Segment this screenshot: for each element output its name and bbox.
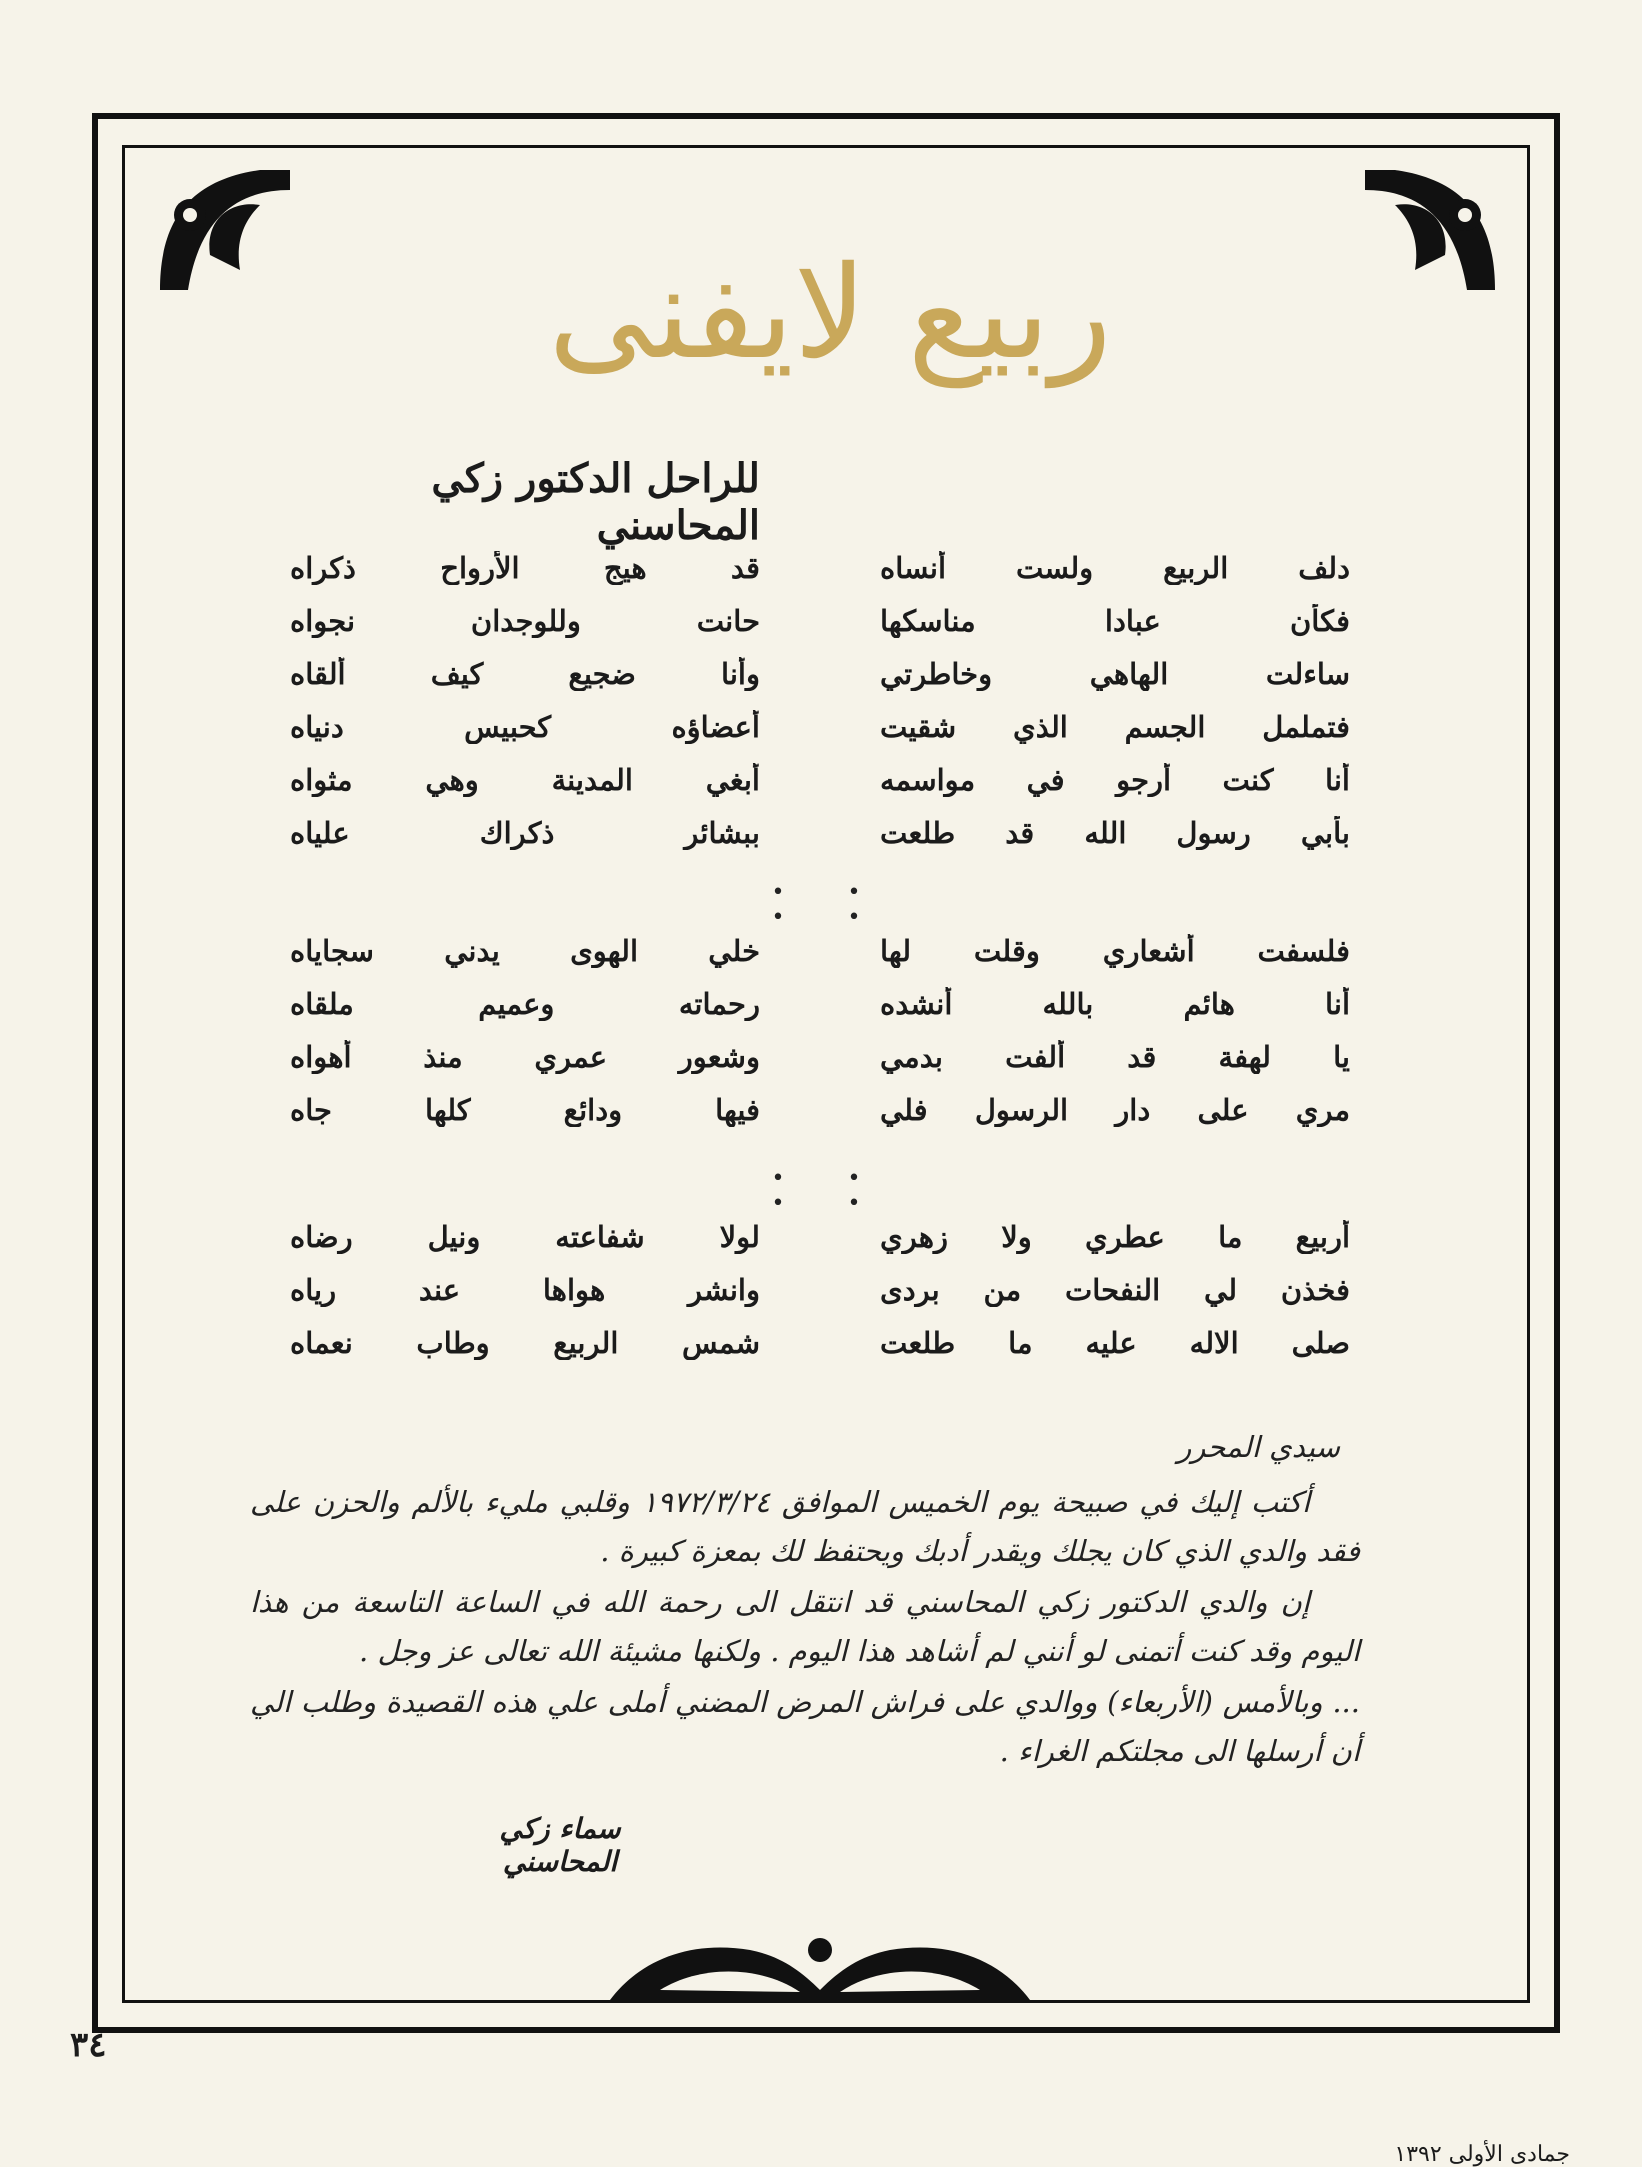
verse: [290, 1210, 1350, 1263]
corner-ornament-top-left-icon: [150, 160, 300, 300]
verse-second-hemistich: رحماته وعميم ملقاه: [290, 986, 760, 1021]
letter-signature: سماء زكي المحاسني: [499, 1812, 621, 1878]
verse-second-hemistich: أبغي المدينة وهي مثواه: [290, 762, 760, 797]
verse-first-hemistich: يا لهفة قد ألفت بدمي: [880, 1039, 1350, 1074]
verse-first-hemistich: بأبي رسول الله قد طلعت: [880, 815, 1350, 850]
verse-second-hemistich: شمس الربيع وطاب نعماه: [290, 1325, 760, 1360]
letter-to-editor: [250, 1430, 1360, 1778]
verse: [290, 541, 1350, 594]
verse-second-hemistich: وشعور عمري منذ أهواه: [290, 1039, 760, 1074]
verse-second-hemistich: فيها ودائع كلها جاه: [290, 1092, 760, 1127]
verse: [290, 1083, 1350, 1136]
letter-salutation: سيدي المحرر: [1177, 1430, 1340, 1464]
stanza-2: [290, 924, 1350, 1136]
corner-ornament-top-right-icon: [1355, 160, 1505, 300]
verse-first-hemistich: ساءلت الهاهي وخاطرتي: [880, 656, 1350, 691]
verse-first-hemistich: مري على دار الرسول فلي: [880, 1092, 1350, 1127]
verse-first-hemistich: دلف الربيع ولست أنساه: [880, 550, 1350, 585]
verse-first-hemistich: أنا كنت أرجو في مواسمه: [880, 762, 1350, 797]
stanza-1: [290, 541, 1350, 859]
verse-second-hemistich: ببشائر ذكراك علياه: [290, 815, 760, 850]
verse: [290, 700, 1350, 753]
verse-second-hemistich: قد هيج الأرواح ذكراه: [290, 550, 760, 585]
issue-footer: جمادى الأولى ١٣٩٢: [1394, 2142, 1570, 2167]
verse: [290, 924, 1350, 977]
letter-paragraph: أكتب إليك في صبيحة يوم الخميس الموافق ١٩٧٢/٣/٢٤ وقلبي مليء بالألم والحزن على فقد والدي الذي كان يجلك ويقدر أدبك ويحتفظ لك بمعزة كبيرة .: [250, 1485, 1360, 1568]
verse-second-hemistich: وانشر هواها عند رياه: [290, 1272, 760, 1307]
letter-paragraph: ... وبالأمس (الأربعاء) ووالدي على فراش المرض المضني أملى علي هذه القصيدة وطلب الي أن أرسلها الى مجلتكم الغراء .: [250, 1685, 1360, 1768]
stanza-separator: • • • •: [771, 1166, 889, 1216]
page-number: ٣٤: [70, 2025, 107, 2065]
bottom-ornament-icon: [600, 1920, 1040, 2005]
verse-second-hemistich: لولا شفاعته ونيل رضاه: [290, 1219, 760, 1254]
verse-first-hemistich: فلسفت أشعاري وقلت لها: [880, 933, 1350, 968]
poem-byline: للراحل الدكتور زكي المحاسني: [431, 455, 760, 549]
verse: [290, 1030, 1350, 1083]
verse: [290, 977, 1350, 1030]
verse-first-hemistich: فكأن عبادا مناسكها: [880, 603, 1350, 638]
verse-first-hemistich: فتململ الجسم الذي شقيت: [880, 709, 1350, 744]
stanza-3: [290, 1210, 1350, 1369]
stanza-separator: • • • •: [771, 880, 889, 930]
verse-first-hemistich: فخذن لي النفحات من بردى: [880, 1272, 1350, 1307]
verse-first-hemistich: أنا هائم بالله أنشده: [880, 986, 1350, 1021]
verse-first-hemistich: صلى الاله عليه ما طلعت: [880, 1325, 1350, 1360]
letter-paragraph: إن والدي الدكتور زكي المحاسني قد انتقل الى رحمة الله في الساعة التاسعة من هذا اليوم وقد كنت أتمنى لو أنني لم أشاهد هذا اليوم . ولكنها مشيئة الله تعالى عز وجل .: [250, 1585, 1360, 1668]
verse-second-hemistich: حانت وللوجدان نجواه: [290, 603, 760, 638]
verse: [290, 806, 1350, 859]
verse-first-hemistich: أربيع ما عطري ولا زهري: [880, 1219, 1350, 1254]
verse-second-hemistich: وأنا ضجيع كيف ألقاه: [290, 656, 760, 691]
verse: [290, 753, 1350, 806]
verse: [290, 594, 1350, 647]
verse: [290, 1316, 1350, 1369]
verse: [290, 647, 1350, 700]
verse-second-hemistich: خلي الهوى يدني سجاياه: [290, 933, 760, 968]
poem-title: ربيع لايفنى: [548, 239, 1112, 388]
verse-second-hemistich: أعضاؤه كحبيس دنياه: [290, 709, 760, 744]
verse: [290, 1263, 1350, 1316]
